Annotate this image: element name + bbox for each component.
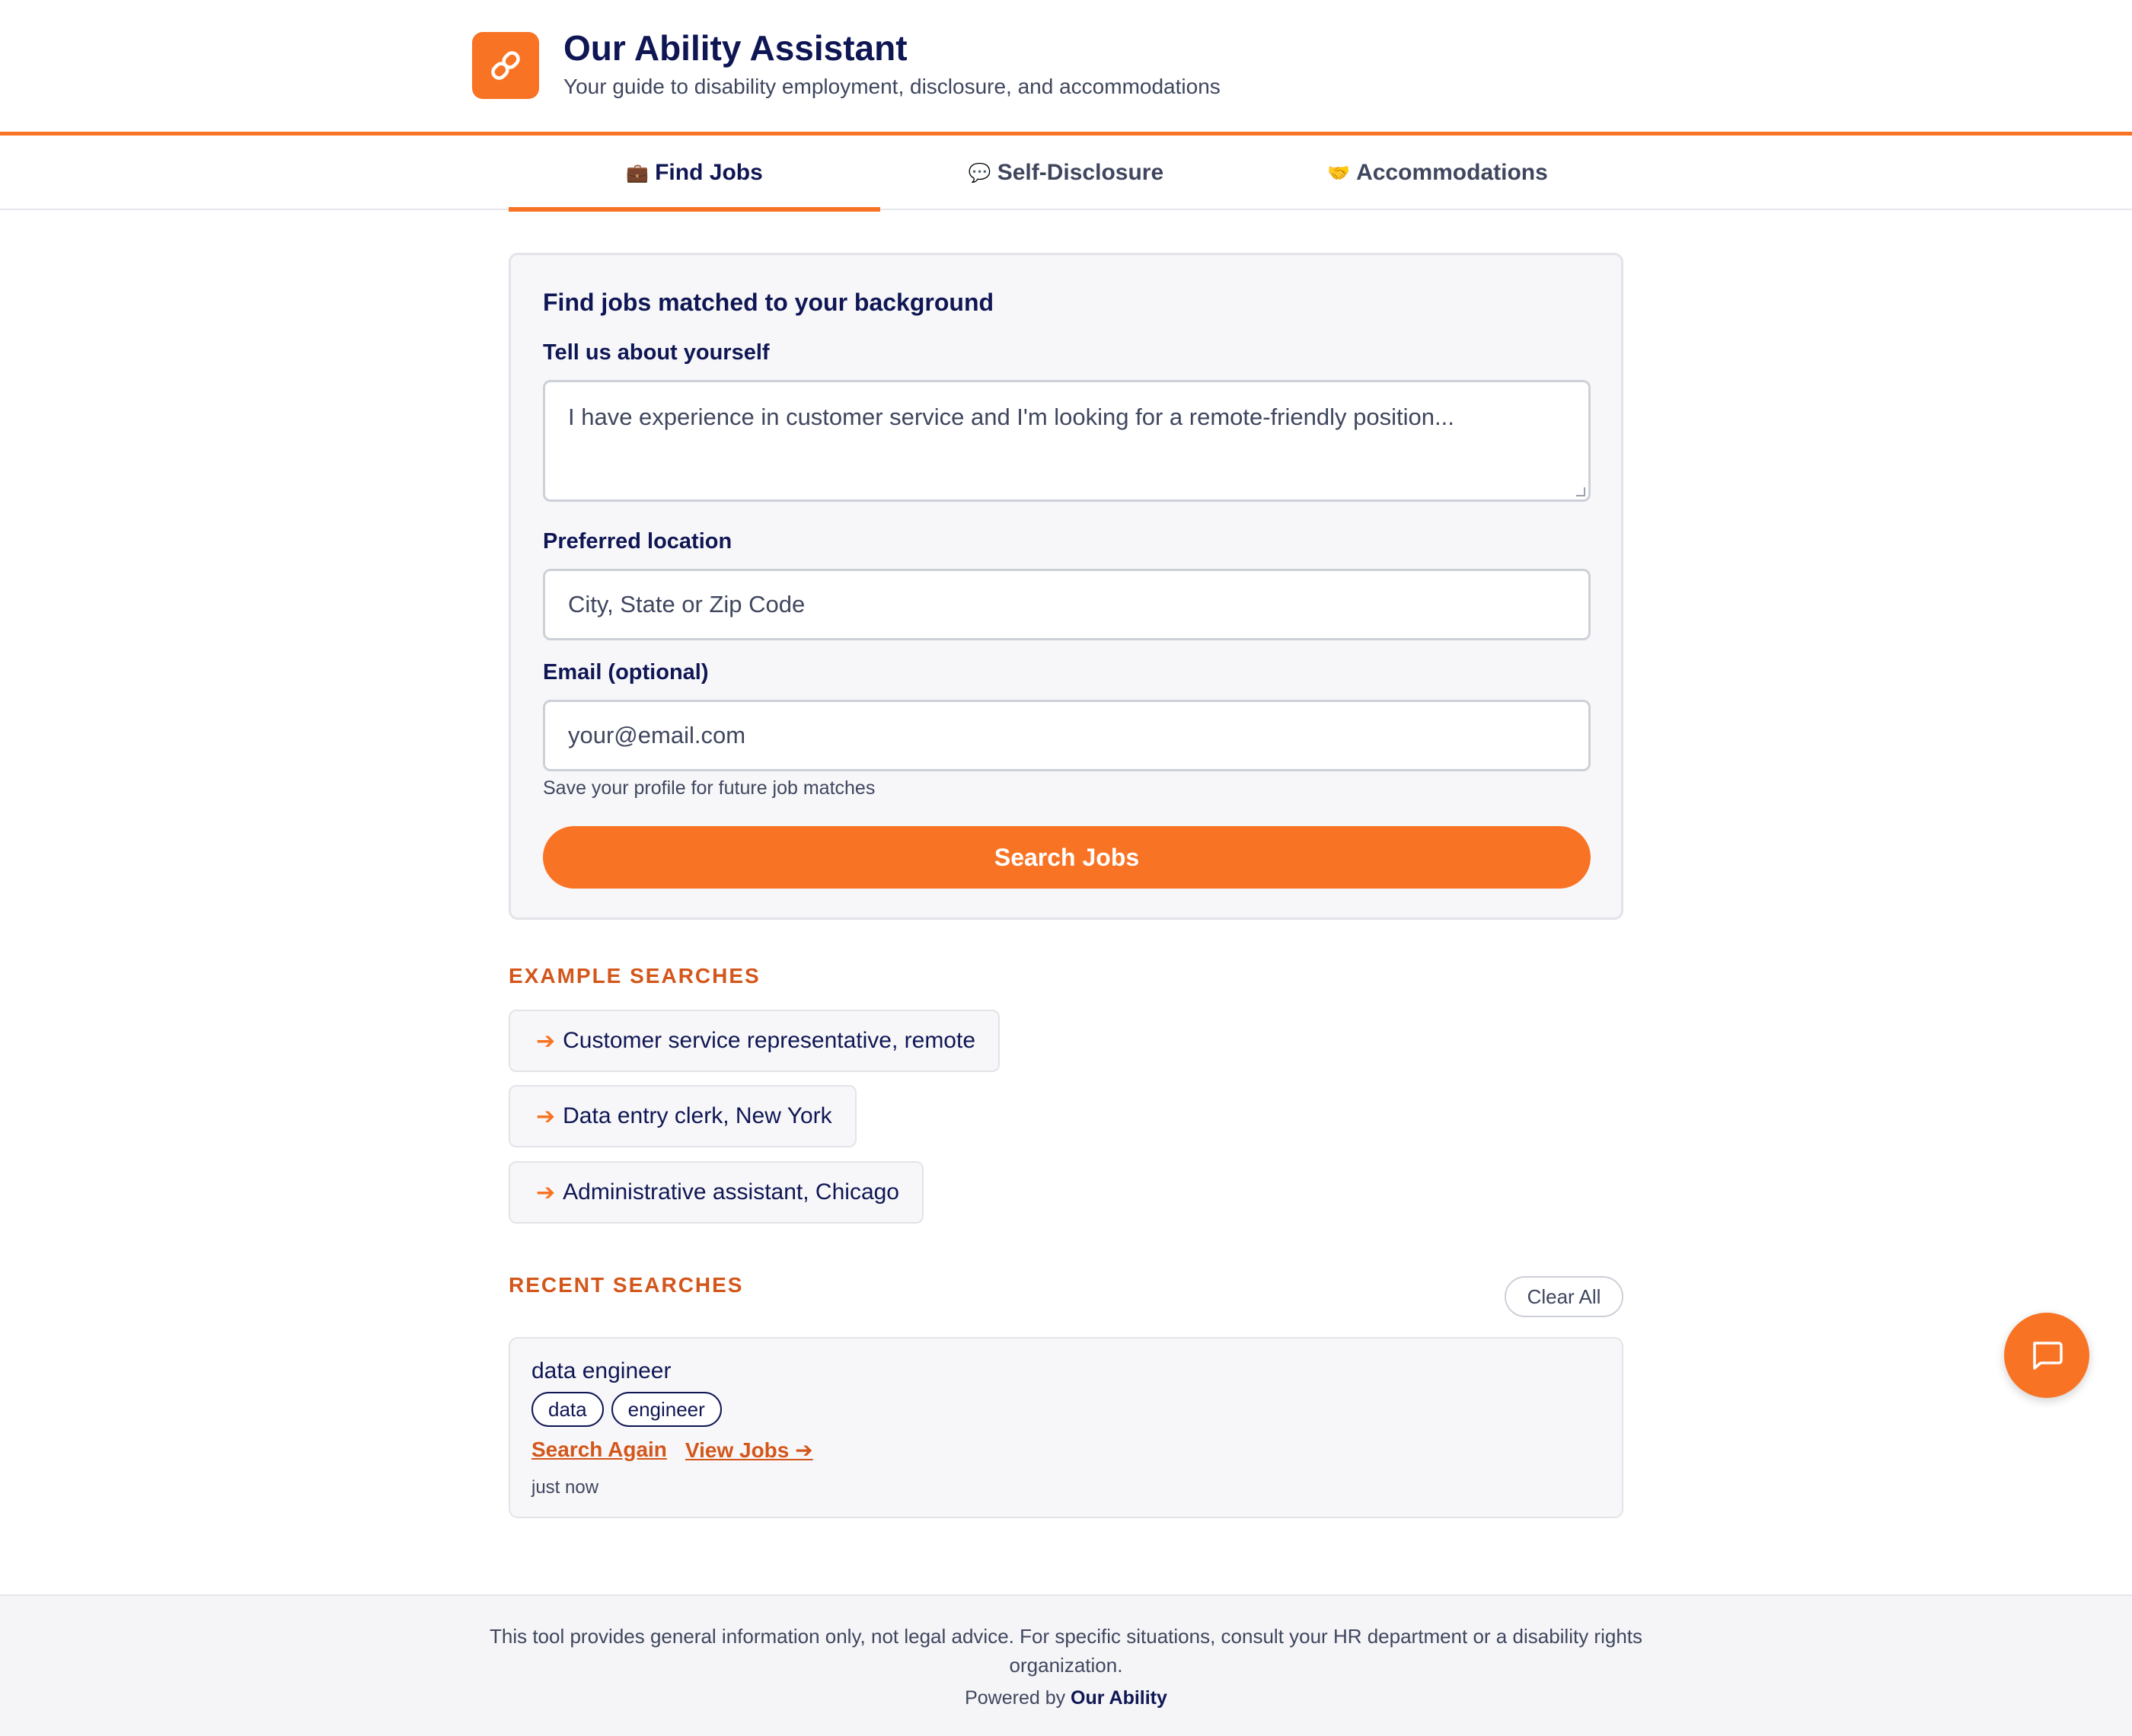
example-search-label: Administrative assistant, Chicago: [563, 1179, 899, 1205]
recent-search-tags: [531, 1392, 722, 1427]
tab-accommodations[interactable]: [1252, 136, 1623, 210]
form-title: Find jobs matched to your background: [543, 289, 994, 316]
tab-label: Find Jobs: [655, 160, 763, 185]
tab-label: Accommodations: [1356, 160, 1548, 185]
about-textarea[interactable]: [543, 380, 1591, 502]
legal-disclaimer: This tool provides general information only, not legal advice. For specific situations, consult your HR department or a disability rights organization.: [489, 1625, 1643, 1677]
tab-find-jobs[interactable]: [509, 136, 880, 210]
example-search-item[interactable]: [509, 1085, 857, 1147]
example-search-label: Customer service representative, remote: [563, 1028, 976, 1053]
location-input[interactable]: [543, 569, 1591, 640]
tab-bar: [0, 136, 2132, 210]
app-header: [0, 0, 2132, 136]
view-jobs-link[interactable]: View Jobs ➔: [685, 1438, 813, 1462]
location-placeholder: City, State or Zip Code: [568, 591, 806, 617]
example-search-item[interactable]: [509, 1161, 924, 1224]
example-search-label: Data entry clerk, New York: [563, 1103, 832, 1128]
speech-bubble-icon: 💬: [968, 162, 991, 183]
keyword-tag: engineer: [611, 1392, 722, 1427]
arrow-right-icon: ➔: [536, 1103, 556, 1129]
example-searches-heading: EXAMPLE SEARCHES: [509, 964, 761, 988]
app-subtitle: Your guide to disability employment, disclosure, and accommodations: [563, 75, 1221, 98]
email-placeholder: your@email.com: [568, 722, 746, 748]
recent-search-actions: [531, 1438, 813, 1463]
resize-handle[interactable]: [1576, 487, 1585, 496]
link-icon: [472, 32, 539, 99]
example-search-item[interactable]: [509, 1010, 1000, 1072]
recent-search-time: just now: [531, 1477, 599, 1498]
powered-by: [0, 1687, 2132, 1709]
email-label: Email (optional): [543, 660, 709, 685]
handshake-icon: 🤝: [1327, 162, 1351, 183]
powered-by-prefix: Powered by: [965, 1687, 1071, 1709]
about-text: I have experience in customer service and I'm looking for a remote-friendly position...: [568, 404, 1454, 430]
email-hint: Save your profile for future job matches: [543, 777, 876, 799]
keyword-tag: data: [531, 1392, 604, 1427]
chat-button[interactable]: [2004, 1313, 2089, 1398]
job-search-form: [509, 253, 1623, 920]
briefcase-icon: 💼: [626, 162, 649, 183]
powered-by-brand[interactable]: Our Ability: [1071, 1687, 1167, 1709]
clear-all-button[interactable]: Clear All: [1505, 1276, 1623, 1317]
chat-icon: [2027, 1336, 2067, 1375]
tab-self-disclosure[interactable]: [880, 136, 1252, 210]
about-label: Tell us about yourself: [543, 340, 770, 365]
app-title: Our Ability Assistant: [563, 28, 908, 68]
page-footer: [0, 1594, 2132, 1736]
recent-search-query: data engineer: [531, 1358, 672, 1383]
search-again-link[interactable]: Search Again: [531, 1438, 667, 1461]
arrow-right-icon: ➔: [536, 1028, 556, 1054]
search-jobs-button[interactable]: Search Jobs: [543, 826, 1591, 889]
recent-searches-heading: RECENT SEARCHES: [509, 1273, 744, 1297]
email-input[interactable]: [543, 700, 1591, 771]
tab-label: Self-Disclosure: [997, 160, 1164, 185]
location-label: Preferred location: [543, 529, 732, 554]
arrow-right-icon: ➔: [536, 1179, 556, 1205]
recent-search-card: [509, 1337, 1623, 1518]
